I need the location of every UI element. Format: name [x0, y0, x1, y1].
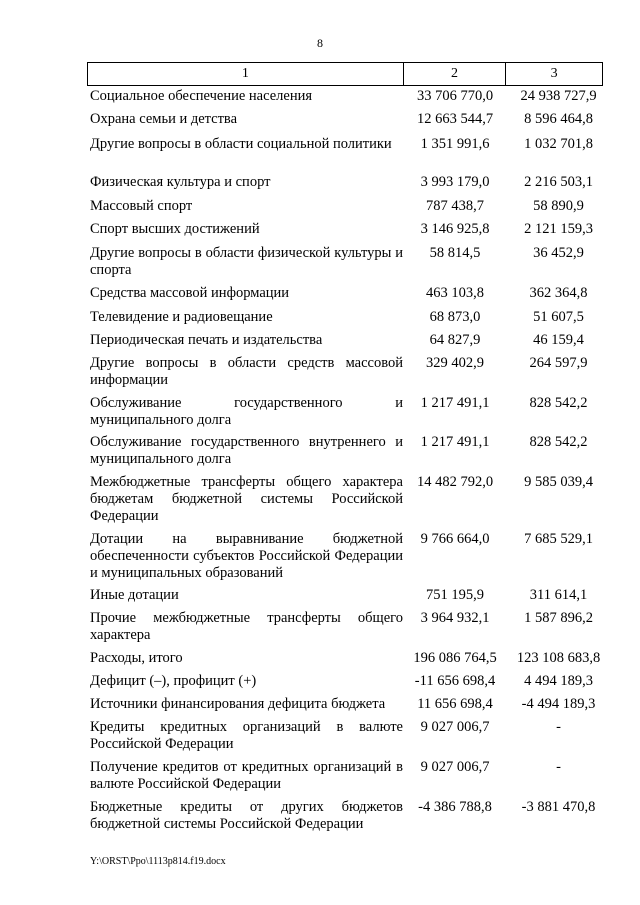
- row-value-col2: 64 827,9: [429, 332, 481, 348]
- row-label: Источники финансирования дефицита бюджета: [90, 696, 386, 712]
- row-value-col3: 24 938 727,9: [520, 88, 597, 104]
- page-number: 8: [317, 36, 323, 50]
- row-value-col3: 123 108 683,8: [516, 650, 601, 666]
- row-value-col2: 33 706 770,0: [416, 88, 494, 104]
- row-value-col2: 1 217 491,1: [420, 434, 490, 450]
- row-value-col2: 463 103,8: [426, 285, 484, 301]
- row-value-col2: 12 663 544,7: [416, 111, 494, 127]
- row-value-col3: 4 494 189,3: [524, 673, 593, 689]
- row-label: Другие вопросы в области физической культуры и спорта: [90, 245, 403, 278]
- row-value-col2: 3 964 932,1: [420, 610, 490, 626]
- row-label: Обслуживание государственного и муниципального долга: [90, 395, 403, 428]
- row-value-col3: 46 159,4: [533, 332, 584, 348]
- table-header: [87, 62, 603, 86]
- row-label: Социальное обеспечение населения: [90, 88, 313, 104]
- row-value-col2: -11 656 698,4: [414, 673, 496, 689]
- row-value-col3: 311 614,1: [529, 587, 588, 603]
- row-value-col2: -4 386 788,8: [418, 799, 492, 815]
- row-value-col3: -: [556, 759, 561, 775]
- row-label: Дотации на выравнивание бюджетной обеспеченности субъектов Российской Федерации и муниципальных образований: [90, 531, 403, 581]
- row-value-col3: -4 494 189,3: [521, 696, 596, 712]
- header-col-1: 1: [88, 63, 404, 86]
- row-value-col3: 2 216 503,1: [524, 174, 593, 190]
- row-value-col2: 11 656 698,4: [417, 696, 493, 712]
- row-value-col2: 1 351 991,6: [420, 136, 490, 152]
- row-label: Бюджетные кредиты от других бюджетов бюджетной системы Российской Федерации: [90, 799, 403, 832]
- header-col-2: 2: [403, 63, 506, 86]
- row-value-col2: 1 217 491,1: [420, 395, 490, 411]
- row-label: Межбюджетные трансферты общего характера бюджетам бюджетной системы Российской Федерации: [90, 474, 403, 524]
- row-value-col3: 828 542,2: [529, 395, 588, 411]
- row-value-col3: -: [556, 719, 561, 735]
- row-label: Телевидение и радиовещание: [90, 309, 273, 325]
- row-value-col2: 9 766 664,0: [420, 531, 490, 547]
- row-label: Иные дотации: [90, 587, 179, 603]
- row-value-col2: 196 086 764,5: [413, 650, 497, 666]
- row-label: Массовый спорт: [90, 198, 193, 214]
- row-value-col3: -3 881 470,8: [521, 799, 596, 815]
- row-value-col3: 2 121 159,3: [524, 221, 593, 237]
- row-value-col3: 9 585 039,4: [524, 474, 593, 490]
- row-label: Охрана семьи и детства: [90, 111, 238, 127]
- row-label: Получение кредитов от кредитных организаций в валюте Российской Федерации: [90, 759, 403, 792]
- row-label: Физическая культура и спорт: [90, 174, 271, 190]
- row-value-col3: 828 542,2: [529, 434, 588, 450]
- row-label: Спорт высших достижений: [90, 221, 260, 237]
- row-label: Прочие межбюджетные трансферты общего характера: [90, 610, 403, 643]
- row-value-col2: 58 814,5: [429, 245, 481, 261]
- row-label: Расходы, итого: [90, 650, 183, 666]
- row-value-col2: 787 438,7: [426, 198, 484, 214]
- row-label: Обслуживание государственного внутреннего и муниципального долга: [90, 434, 403, 467]
- row-value-col2: 68 873,0: [429, 309, 481, 325]
- row-label: Другие вопросы в области средств массовой информации: [90, 355, 403, 388]
- row-label: Периодическая печать и издательства: [90, 332, 323, 348]
- row-value-col3: 58 890,9: [533, 198, 584, 214]
- row-value-col2: 14 482 792,0: [416, 474, 494, 490]
- row-value-col3: 264 597,9: [529, 355, 588, 371]
- row-label: Другие вопросы в области социальной политики: [90, 136, 392, 152]
- row-label: Кредиты кредитных организаций в валюте Российской Федерации: [90, 719, 403, 752]
- row-value-col2: 3 993 179,0: [420, 174, 490, 190]
- row-value-col2: 9 027 006,7: [420, 759, 490, 775]
- row-value-col3: 8 596 464,8: [524, 111, 593, 127]
- row-value-col2: 3 146 925,8: [420, 221, 490, 237]
- row-label: Дефицит (–), профицит (+): [90, 673, 257, 689]
- row-value-col3: 7 685 529,1: [524, 531, 593, 547]
- row-value-col3: 36 452,9: [533, 245, 584, 261]
- row-value-col3: 1 032 701,8: [524, 136, 593, 152]
- header-col-3: 3: [506, 63, 603, 86]
- row-value-col3: 51 607,5: [533, 309, 584, 325]
- row-value-col2: 329 402,9: [426, 355, 484, 371]
- file-path-footer: Y:\ORST\Ppo\1113p814.f19.docx: [90, 856, 226, 867]
- row-value-col3: 1 587 896,2: [524, 610, 593, 626]
- row-value-col2: 751 195,9: [426, 587, 484, 603]
- row-label: Средства массовой информации: [90, 285, 290, 301]
- row-value-col3: 362 364,8: [529, 285, 588, 301]
- row-value-col2: 9 027 006,7: [420, 719, 490, 735]
